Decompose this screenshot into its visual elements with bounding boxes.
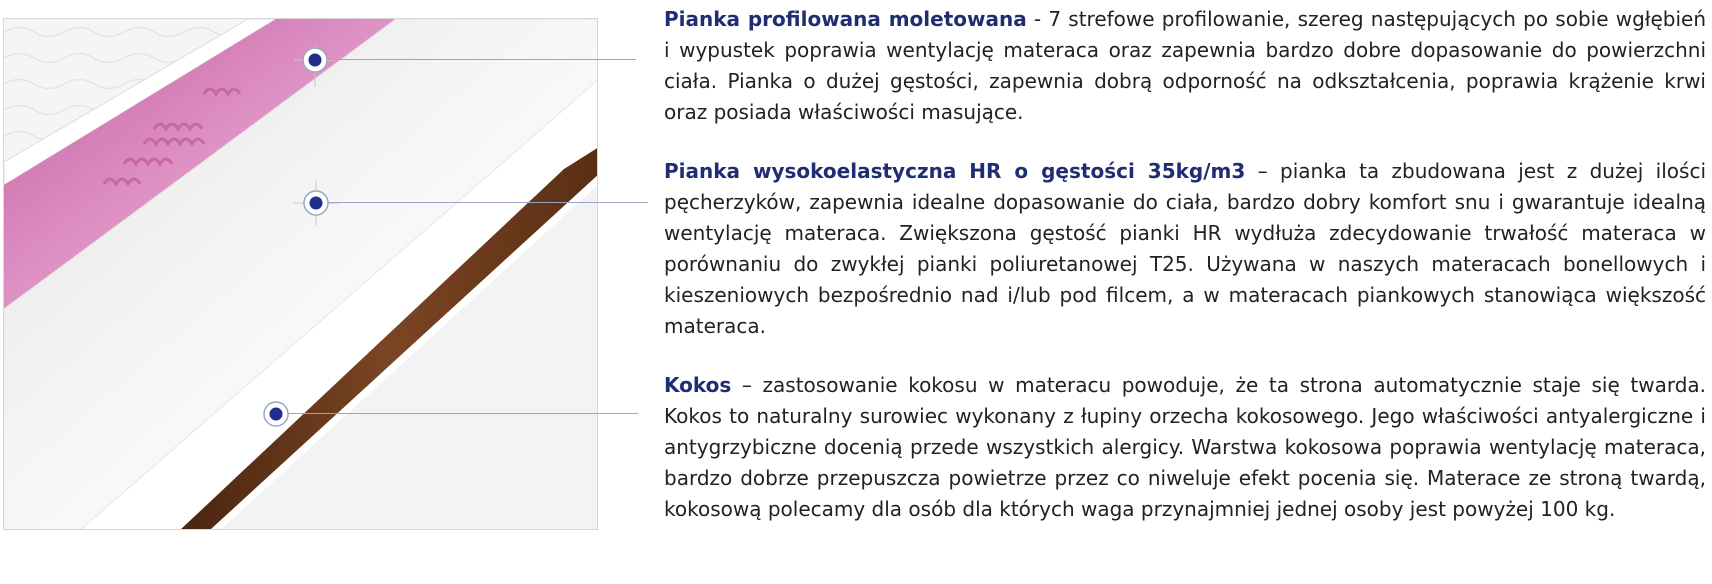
description-title: Pianka wysokoelastyczna HR o gęstości 35kg/m3	[664, 159, 1246, 183]
leader-line-coconut	[288, 413, 638, 414]
description-separator: –	[731, 373, 763, 397]
mattress-layers-illustration	[4, 19, 598, 530]
description-text: zastosowanie kokosu w materacu powoduje, że ta strona automatycznie staje się twarda. Kokos to naturalny surowiec wykonany z łupiny orzecha kokosowego. Jego właściwości antyalergiczne i antygrzybiczne docenią przede wszystkich alergicy. Warstwa kokosowa poprawia wentylację materaca, bardzo dobrze przepuszcza powietrze przez co niweluje efekt pocenia się. Materace ze stroną twardą, kokosową polecamy dla osób dla których waga przynajmniej jednej osoby jest powyżej 100 kg.	[664, 373, 1707, 521]
description-coconut	[664, 370, 1706, 525]
description-title: Kokos	[664, 373, 732, 397]
description-text: pianka ta zbudowana jest z dużej ilości pęcherzyków, zapewnia idealne dopasowanie do ciała, bardzo dobry komfort snu i gwarantuje idealną wentylację materaca. Zwiększona gęstość pianki HR wydłuża zdecydowanie trwałość materaca w porównaniu do zwykłej pianki poliuretanowej T25. Używana w naszych materacach bonellowych i kieszeniowych bezpośrednio nad i/lub pod filcem, a w materacach piankowych stanowiąca większość materaca.	[664, 159, 1706, 338]
description-separator: -	[1026, 7, 1049, 31]
layer-descriptions	[664, 4, 1706, 525]
description-title: Pianka profilowana moletowana	[664, 7, 1027, 31]
description-profiled-foam	[664, 4, 1706, 128]
description-hr-foam	[664, 156, 1706, 342]
target-marker-icon	[264, 402, 288, 426]
description-separator: –	[1245, 159, 1281, 183]
description-text: 7 strefowe profilowanie, szereg następujących po sobie wgłębień i wypustek poprawia wentylację materaca oraz zapewnia bardzo dobre dopasowanie do powierzchni ciała. Pianka o dużej gęstości, zapewnia dobrą odporność na odkształcenia, poprawia krążenie krwi oraz posiada właściwości masujące.	[664, 7, 1706, 124]
leader-line-profiled-foam	[326, 59, 636, 60]
leader-line-hr-foam	[328, 202, 648, 203]
mattress-cross-section-image	[3, 18, 598, 530]
